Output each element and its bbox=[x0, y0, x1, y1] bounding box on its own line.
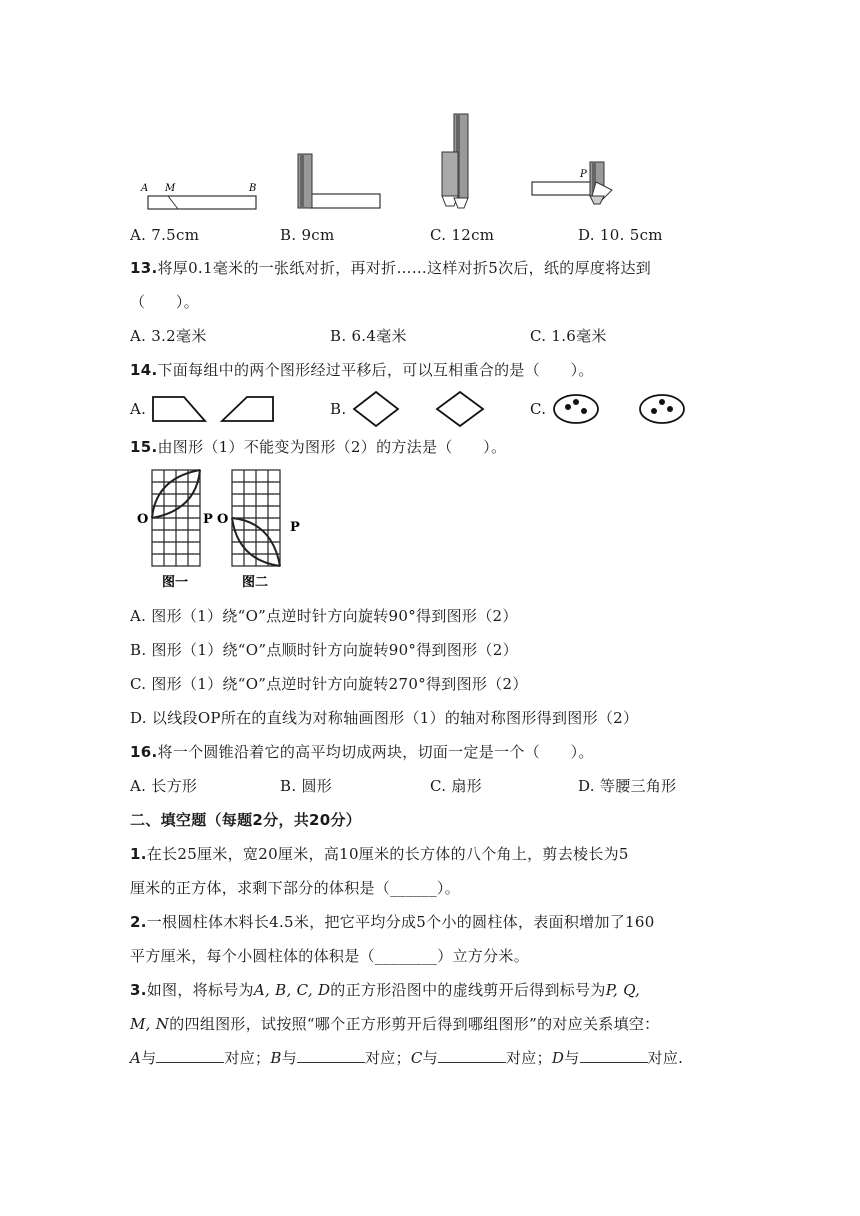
f3-number: 3. bbox=[130, 981, 147, 999]
trapezoid-shape bbox=[153, 397, 205, 421]
f2-question-cont[interactable]: 平方厘米，每个小圆柱体的体积是（________）立方分米。 bbox=[130, 947, 530, 965]
f3-var-a: A bbox=[130, 1049, 142, 1067]
trapezoid-shape bbox=[222, 397, 273, 421]
q15-option-b[interactable]: B. 图形（1）绕“O”点顺时针方向旋转90°得到图形（2） bbox=[130, 641, 518, 659]
q14-option-a-label[interactable]: A. bbox=[130, 400, 147, 418]
f3-vars: A, B, C, D bbox=[253, 981, 331, 999]
q13-question-cont: （ ）。 bbox=[130, 293, 200, 311]
q15-question bbox=[130, 437, 506, 457]
f3-with-c: 与 bbox=[422, 1049, 438, 1067]
f1-number: 1. bbox=[130, 845, 147, 863]
q16-option-c[interactable]: C. 扇形 bbox=[430, 777, 482, 795]
q15-text: 由图形（1）不能变为图形（2）的方法是（ ）。 bbox=[157, 438, 507, 456]
label-fig2: 图二 bbox=[242, 575, 269, 590]
label-m: M bbox=[165, 183, 176, 194]
f3-answer-line bbox=[130, 1048, 683, 1068]
q16-option-d[interactable]: D. 等腰三角形 bbox=[578, 777, 677, 795]
label-o-1: O bbox=[137, 512, 149, 527]
q14-text: 下面每组中的两个图形经过平移后，可以互相重合的是（ ）。 bbox=[157, 361, 594, 379]
q12-figure-d bbox=[526, 156, 618, 208]
f3-var-c: C bbox=[410, 1049, 423, 1067]
rhombus-shape bbox=[354, 392, 398, 426]
f3-blank-c[interactable] bbox=[438, 1048, 506, 1063]
q12-option-b[interactable]: B. 9cm bbox=[280, 226, 335, 244]
q16-question bbox=[130, 742, 594, 762]
f3-line2-vars: M, N bbox=[130, 1015, 170, 1033]
f3-corr-b: 对应； bbox=[365, 1049, 411, 1067]
q14-question bbox=[130, 360, 594, 380]
q16-text: 将一个圆锥沿着它的高平均切成两块，切面一定是一个（ ）。 bbox=[157, 743, 594, 761]
label-p-1: P bbox=[203, 512, 213, 527]
q12-option-d[interactable]: D. 10. 5cm bbox=[578, 226, 663, 244]
f2-text: 一根圆柱体木料长4.5米，把它平均分成5个小的圆柱体，表面积增加了160 bbox=[146, 913, 655, 931]
f3-with-b: 与 bbox=[281, 1049, 297, 1067]
q16-number: 16. bbox=[130, 743, 158, 761]
q15-option-c[interactable]: C. 图形（1）绕“O”点逆时针方向旋转270°得到图形（2） bbox=[130, 675, 528, 693]
f3-var-d: D bbox=[551, 1049, 565, 1067]
f3-corr-a: 对应； bbox=[224, 1049, 271, 1067]
q12-figure-c bbox=[438, 112, 478, 212]
f3-blank-b[interactable] bbox=[297, 1048, 365, 1063]
q14-option-b-squares[interactable] bbox=[352, 390, 492, 428]
f3-corr-c: 对应； bbox=[506, 1049, 552, 1067]
q16-option-a[interactable]: A. 长方形 bbox=[130, 777, 198, 795]
label-o-2: O bbox=[217, 512, 229, 527]
q15-option-d[interactable]: D. 以线段OP所在的直线为对称轴画图形（1）的轴对称图形得到图形（2） bbox=[130, 709, 639, 727]
label-a: A bbox=[141, 183, 149, 194]
q14-number: 14. bbox=[130, 361, 158, 379]
f3-with-a: 与 bbox=[141, 1049, 157, 1067]
f3-question-line2 bbox=[130, 1014, 659, 1034]
f3-vars2: P, Q, bbox=[605, 981, 641, 999]
q13-option-b[interactable]: B. 6.4毫米 bbox=[330, 327, 407, 345]
label-fig1: 图一 bbox=[162, 575, 189, 590]
f3-blank-d[interactable] bbox=[580, 1048, 648, 1063]
q13-text: 将厚0.1毫米的一张纸对折，再对折……这样对折5次后，纸的厚度将达到 bbox=[157, 259, 652, 277]
q14-option-a-trapezoids[interactable] bbox=[150, 394, 280, 424]
q13-option-c[interactable]: C. 1.6毫米 bbox=[530, 327, 607, 345]
f3-var-b: B bbox=[270, 1049, 282, 1067]
f3-corr-d: 对应. bbox=[647, 1049, 684, 1067]
q13-number: 13. bbox=[130, 259, 158, 277]
label-b: B bbox=[249, 183, 257, 194]
f1-question-cont[interactable]: 厘米的正方体，求剩下部分的体积是（______）。 bbox=[130, 879, 461, 897]
f2-question bbox=[130, 912, 655, 932]
f3-with-d: 与 bbox=[564, 1049, 580, 1067]
q12-option-a[interactable]: A. 7.5cm bbox=[130, 226, 200, 244]
q13-option-a[interactable]: A. 3.2毫米 bbox=[130, 327, 207, 345]
label-p-2: P bbox=[290, 520, 300, 535]
f3-text-a: 如图，将标号为 bbox=[146, 981, 254, 999]
q14-option-b-label[interactable]: B. bbox=[330, 400, 347, 418]
label-p: P bbox=[580, 169, 587, 180]
grid-two bbox=[232, 470, 280, 566]
f1-question bbox=[130, 844, 629, 864]
q15-number: 15. bbox=[130, 438, 158, 456]
q13-question bbox=[130, 258, 651, 278]
q12-figure-b bbox=[294, 150, 386, 212]
f3-line2-text: 的四组图形，试按照“哪个正方形剪开后得到哪组图形”的对应关系填空： bbox=[169, 1015, 660, 1033]
f3-question bbox=[130, 980, 640, 1000]
f1-text: 在长25厘米，宽20厘米，高10厘米的长方体的八个角上，剪去棱长为5 bbox=[146, 845, 629, 863]
q12-figure-a bbox=[138, 178, 268, 214]
f3-blank-a[interactable] bbox=[156, 1048, 224, 1063]
section-two-heading: 二、填空题（每题2分，共20分） bbox=[130, 811, 362, 829]
grid-one bbox=[152, 470, 200, 566]
f2-number: 2. bbox=[130, 913, 147, 931]
q16-option-b[interactable]: B. 圆形 bbox=[280, 777, 333, 795]
q15-grid-figure bbox=[132, 468, 312, 598]
rhombus-shape bbox=[437, 392, 483, 426]
q12-option-c[interactable]: C. 12cm bbox=[430, 226, 495, 244]
q15-option-a[interactable]: A. 图形（1）绕“O”点逆时针方向旋转90°得到图形（2） bbox=[130, 607, 518, 625]
f3-text-b: 的正方形沿图中的虚线剪开后得到标号为 bbox=[330, 981, 606, 999]
q14-option-c-ovals[interactable] bbox=[552, 392, 692, 426]
q14-option-c-label[interactable]: C. bbox=[530, 400, 547, 418]
